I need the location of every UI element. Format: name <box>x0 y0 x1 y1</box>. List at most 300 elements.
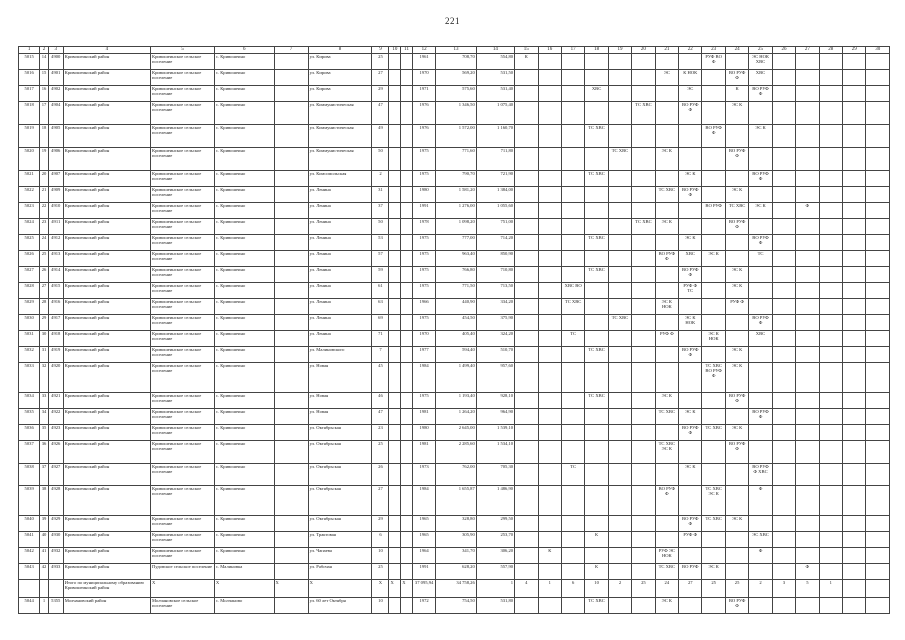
column-number-row <box>19 47 890 54</box>
table-cell: ул. Октябрьская <box>308 441 372 464</box>
table-cell <box>538 409 561 425</box>
table-cell: 1975 <box>412 235 435 251</box>
table-cell <box>274 70 308 86</box>
table-cell: 771,60 <box>436 148 476 171</box>
table-cell: ул. Ленина <box>308 299 372 315</box>
table-cell: ЭС К <box>749 125 772 148</box>
table-cell: 5032 <box>19 347 40 363</box>
table-cell: с. Кривошеино <box>214 171 274 187</box>
table-cell <box>866 148 890 171</box>
table-cell <box>866 598 890 614</box>
table-cell <box>274 251 308 267</box>
table-cell: 41 <box>40 548 49 564</box>
column-number: 18 <box>585 47 608 54</box>
table-cell <box>866 54 890 70</box>
table-cell <box>585 148 608 171</box>
table-cell: ЭС К <box>655 148 678 171</box>
table-cell: 766,80 <box>436 267 476 283</box>
table-cell <box>515 187 538 203</box>
table-cell <box>608 441 631 464</box>
table-cell <box>515 425 538 441</box>
table-cell: 4913 <box>48 251 63 267</box>
table-cell: 777,00 <box>436 235 476 251</box>
table-cell <box>561 235 584 251</box>
table-cell <box>772 86 795 102</box>
table-cell: 25 <box>725 580 748 598</box>
table-cell <box>655 464 678 486</box>
table-cell <box>561 86 584 102</box>
table-cell: 5039 <box>19 486 40 516</box>
table-cell: Итого по муниципальному образованию Кривошеинский район <box>63 580 150 598</box>
table-cell: 324,20 <box>476 331 514 347</box>
table-cell <box>866 532 890 548</box>
table-row <box>19 235 890 251</box>
table-cell: X <box>214 580 274 598</box>
table-cell: 10 <box>372 548 389 564</box>
table-cell: 5033 <box>19 363 40 393</box>
table-cell: ВО РУФ Ф <box>749 409 772 425</box>
table-row <box>19 148 890 171</box>
table-cell: ул. Комсомольская <box>308 171 372 187</box>
table-cell: 5035 <box>19 409 40 425</box>
table-cell: Кривошеинское сельское поселение <box>151 251 215 267</box>
table-cell <box>702 171 725 187</box>
table-cell <box>725 564 748 580</box>
table-cell <box>843 409 866 425</box>
table-cell <box>866 267 890 283</box>
table-cell <box>772 532 795 548</box>
table-cell: 42 <box>40 564 49 580</box>
column-number: 22 <box>679 47 702 54</box>
table-cell: ТС ХВС <box>632 102 655 125</box>
table-cell <box>538 267 561 283</box>
table-cell <box>796 331 819 347</box>
table-cell: 15 <box>40 70 49 86</box>
table-cell: ВО РУФ <box>702 203 725 219</box>
table-cell: 27 <box>40 283 49 299</box>
table-cell <box>389 125 401 148</box>
table-cell: ЭС ХВС <box>749 532 772 548</box>
table-cell <box>538 283 561 299</box>
table-cell: 36 <box>40 441 49 464</box>
table-cell: ВО РУФ Ф <box>725 219 748 235</box>
table-cell <box>561 409 584 425</box>
table-cell <box>796 54 819 70</box>
table-cell: ул. Ленина <box>308 315 372 331</box>
table-row <box>19 315 890 331</box>
table-cell: 4920 <box>48 363 63 393</box>
table-cell: 5044 <box>19 598 40 614</box>
table-cell: Кривошеинский район <box>63 125 150 148</box>
table-cell <box>749 267 772 283</box>
table-cell <box>725 251 748 267</box>
table-cell <box>585 283 608 299</box>
table-cell: 35 <box>40 425 49 441</box>
table-cell <box>389 235 401 251</box>
table-cell: 5038 <box>19 464 40 486</box>
table-cell <box>749 283 772 299</box>
table-cell <box>515 267 538 283</box>
page-number: 221 <box>445 16 460 26</box>
table-cell <box>843 363 866 393</box>
table-cell: ул. Октябрьская <box>308 486 372 516</box>
table-cell: 5355 <box>48 598 63 614</box>
table-cell <box>866 125 890 148</box>
table-cell <box>843 125 866 148</box>
table-cell <box>749 516 772 532</box>
table-cell: ТС ХВС <box>561 299 584 315</box>
table-cell: 964,90 <box>476 409 514 425</box>
table-cell <box>538 235 561 251</box>
table-cell: Кривошеинское сельское поселение <box>151 315 215 331</box>
table-cell <box>772 102 795 125</box>
table-cell: Кривошеинское сельское поселение <box>151 102 215 125</box>
table-cell <box>515 86 538 102</box>
table-cell: Кривошеинское сельское поселение <box>151 393 215 409</box>
table-cell: 37 <box>40 464 49 486</box>
table-cell <box>608 486 631 516</box>
table-cell: 1 581,20 <box>436 187 476 203</box>
table-cell <box>655 86 678 102</box>
table-cell <box>796 516 819 532</box>
table-cell <box>515 486 538 516</box>
table-cell <box>538 598 561 614</box>
table-cell <box>796 409 819 425</box>
table-cell: ул. 60 лет Октября <box>308 598 372 614</box>
table-cell <box>401 54 413 70</box>
table-cell <box>515 564 538 580</box>
table-cell <box>819 125 842 148</box>
table-cell <box>702 283 725 299</box>
table-cell <box>401 251 413 267</box>
table-cell <box>585 425 608 441</box>
table-cell <box>819 251 842 267</box>
table-cell: К НОК <box>679 70 702 86</box>
table-cell <box>655 347 678 363</box>
table-cell <box>389 331 401 347</box>
table-cell <box>561 219 584 235</box>
table-cell: Кривошеинский район <box>63 425 150 441</box>
table-cell: с. Кривошеино <box>214 86 274 102</box>
table-cell <box>274 283 308 299</box>
table-cell: 5041 <box>19 532 40 548</box>
table-cell <box>401 393 413 409</box>
table-cell <box>585 516 608 532</box>
table-cell <box>585 219 608 235</box>
table-cell <box>538 203 561 219</box>
table-cell <box>772 267 795 283</box>
table-cell <box>401 564 413 580</box>
table-cell: ТС ХВС <box>702 425 725 441</box>
table-cell <box>679 125 702 148</box>
table-row <box>19 441 890 464</box>
table-cell <box>632 331 655 347</box>
table-cell: 510,70 <box>476 347 514 363</box>
table-cell: 7 <box>372 347 389 363</box>
table-cell: X <box>389 580 401 598</box>
table-cell: ВО РУФ Ф <box>725 598 748 614</box>
table-row <box>19 251 890 267</box>
table-cell <box>749 187 772 203</box>
table-cell: Кривошеинский район <box>63 363 150 393</box>
table-cell <box>655 235 678 251</box>
table-cell <box>561 598 584 614</box>
table-cell: 711,80 <box>476 148 514 171</box>
table-cell <box>401 347 413 363</box>
table-cell <box>401 171 413 187</box>
building-register-table <box>18 46 890 614</box>
table-cell <box>608 548 631 564</box>
table-cell: 25 <box>372 564 389 580</box>
table-cell: с. Кривошеино <box>214 267 274 283</box>
table-cell: 714,20 <box>476 235 514 251</box>
table-cell <box>843 54 866 70</box>
table-cell <box>538 486 561 516</box>
table-cell <box>401 203 413 219</box>
table-cell <box>866 464 890 486</box>
column-number: 17 <box>561 47 584 54</box>
table-cell <box>585 441 608 464</box>
table-cell: ХВС <box>749 331 772 347</box>
table-cell <box>819 516 842 532</box>
table-cell <box>401 363 413 393</box>
table-cell: 28 <box>40 299 49 315</box>
table-cell: 1975 <box>412 393 435 409</box>
table-cell: 5017 <box>19 86 40 102</box>
table-cell: ЭС К <box>655 393 678 409</box>
table-cell <box>515 219 538 235</box>
table-cell: Кривошеинское сельское поселение <box>151 299 215 315</box>
table-cell: Кривошеинское сельское поселение <box>151 516 215 532</box>
table-cell: ул. Коммунистическая <box>308 102 372 125</box>
table-cell <box>515 235 538 251</box>
table-cell: 25 <box>372 441 389 464</box>
table-cell <box>389 425 401 441</box>
table-cell <box>19 580 40 598</box>
table-cell: РУФ Ф <box>725 299 748 315</box>
table-cell <box>796 70 819 86</box>
table-cell <box>772 548 795 564</box>
column-number: 9 <box>372 47 389 54</box>
table-cell <box>608 331 631 347</box>
table-cell: Молчановское сельское поселение <box>151 598 215 614</box>
table-cell <box>632 409 655 425</box>
table-cell <box>796 148 819 171</box>
table-cell <box>749 347 772 363</box>
table-cell: ВО РУФ Ф <box>725 148 748 171</box>
table-cell <box>749 363 772 393</box>
table-cell: Ф <box>796 564 819 580</box>
column-number: 3 <box>48 47 63 54</box>
table-cell <box>772 393 795 409</box>
table-cell <box>796 486 819 516</box>
table-cell <box>772 148 795 171</box>
table-cell <box>866 187 890 203</box>
table-cell <box>608 598 631 614</box>
table-cell <box>819 425 842 441</box>
table-cell <box>274 125 308 148</box>
table-cell: ВО РУФ Ф <box>679 102 702 125</box>
table-cell <box>401 598 413 614</box>
table-cell: с. Кривошеино <box>214 393 274 409</box>
table-cell: 5016 <box>19 70 40 86</box>
table-cell <box>725 315 748 331</box>
table-cell <box>608 235 631 251</box>
table-cell: ул. Новая <box>308 363 372 393</box>
table-cell: 14 <box>40 54 49 70</box>
table-cell: 47 <box>372 102 389 125</box>
table-cell <box>796 219 819 235</box>
table-cell: ЭС К <box>679 235 702 251</box>
table-cell <box>843 548 866 564</box>
table-cell <box>632 564 655 580</box>
table-cell <box>389 171 401 187</box>
table-cell: К <box>515 54 538 70</box>
table-cell <box>796 464 819 486</box>
table-cell <box>796 532 819 548</box>
table-cell: 1 655,87 <box>436 486 476 516</box>
table-cell <box>843 580 866 598</box>
table-cell: Кривошеинское сельское поселение <box>151 363 215 393</box>
table-cell: 5020 <box>19 148 40 171</box>
table-cell <box>515 70 538 86</box>
table-cell: ЭС НОК ХВС <box>749 54 772 70</box>
table-cell <box>679 148 702 171</box>
table-cell: 1980 <box>412 187 435 203</box>
table-cell: с. Кривошеино <box>214 532 274 548</box>
table-cell: 554,80 <box>476 54 514 70</box>
table-cell: 4912 <box>48 235 63 251</box>
table-cell <box>389 315 401 331</box>
table-cell <box>401 125 413 148</box>
table-cell <box>725 532 748 548</box>
table-cell: ВО РУФ Ф <box>749 315 772 331</box>
table-row <box>19 580 890 598</box>
table-cell <box>538 251 561 267</box>
table-cell: Кривошеинский район <box>63 86 150 102</box>
table-cell: ул. Октябрьская <box>308 464 372 486</box>
table-cell: 4906 <box>48 148 63 171</box>
table-cell <box>274 267 308 283</box>
table-cell: ТС ХВС ЭС К <box>655 441 678 464</box>
table-cell <box>843 393 866 409</box>
table-cell: X <box>308 580 372 598</box>
table-cell: Кривошеинское сельское поселение <box>151 235 215 251</box>
column-number: 4 <box>63 47 150 54</box>
table-cell: 1 534,10 <box>476 441 514 464</box>
table-cell: 1 075,40 <box>476 102 514 125</box>
table-cell: 594,40 <box>436 347 476 363</box>
table-cell <box>866 219 890 235</box>
table-cell <box>515 347 538 363</box>
table-cell: 1961 <box>412 54 435 70</box>
table-row <box>19 548 890 564</box>
table-cell: ТС ХВС <box>585 267 608 283</box>
table-row <box>19 171 890 187</box>
table-cell <box>538 315 561 331</box>
table-cell: X <box>274 580 308 598</box>
table-cell <box>389 203 401 219</box>
table-cell <box>772 299 795 315</box>
table-cell: ул. Ленина <box>308 235 372 251</box>
table-cell <box>389 393 401 409</box>
table-cell <box>702 219 725 235</box>
table-cell <box>561 267 584 283</box>
table-row <box>19 203 890 219</box>
table-cell: 20 <box>40 171 49 187</box>
table-cell: 713,50 <box>476 283 514 299</box>
table-cell <box>561 548 584 564</box>
table-cell <box>843 532 866 548</box>
table-cell <box>702 102 725 125</box>
table-cell <box>274 409 308 425</box>
table-cell <box>538 187 561 203</box>
table-cell <box>585 187 608 203</box>
table-cell <box>585 70 608 86</box>
table-cell <box>702 299 725 315</box>
table-cell: 531,80 <box>476 598 514 614</box>
table-cell <box>538 532 561 548</box>
table-cell: 5022 <box>19 187 40 203</box>
table-cell <box>274 331 308 347</box>
table-cell <box>608 102 631 125</box>
column-number: 23 <box>702 47 725 54</box>
table-cell <box>796 102 819 125</box>
table-cell: 59 <box>372 267 389 283</box>
table-cell: с. Кривошеино <box>214 125 274 148</box>
table-cell: РУФ Ф ТС <box>679 283 702 299</box>
table-cell <box>843 187 866 203</box>
table-cell <box>796 283 819 299</box>
table-cell <box>401 425 413 441</box>
table-cell: 34 758,26 <box>436 580 476 598</box>
table-cell: Кривошеинское сельское поселение <box>151 70 215 86</box>
table-cell <box>796 441 819 464</box>
table-cell <box>538 516 561 532</box>
table-cell <box>389 299 401 315</box>
table-cell: Кривошеинское сельское поселение <box>151 532 215 548</box>
table-cell: ХВС <box>585 86 608 102</box>
table-cell: Кривошеинское сельское поселение <box>151 203 215 219</box>
table-cell: с. Кривошеино <box>214 464 274 486</box>
table-cell <box>401 102 413 125</box>
table-cell: Кривошеинский район <box>63 532 150 548</box>
table-row <box>19 532 890 548</box>
table-cell <box>796 548 819 564</box>
table-cell: с. Кривошеино <box>214 102 274 125</box>
table-cell <box>819 315 842 331</box>
table-cell: ул. Новая <box>308 409 372 425</box>
table-cell: 5030 <box>19 315 40 331</box>
table-cell <box>843 283 866 299</box>
table-cell <box>585 315 608 331</box>
table-cell: 1975 <box>412 171 435 187</box>
table-cell <box>274 148 308 171</box>
table-cell <box>608 516 631 532</box>
table-cell <box>608 347 631 363</box>
table-cell <box>274 532 308 548</box>
table-cell: ЭС К <box>702 251 725 267</box>
table-cell <box>48 580 63 598</box>
table-cell: 4930 <box>48 532 63 548</box>
table-cell <box>796 425 819 441</box>
table-cell <box>608 409 631 425</box>
table-cell: с. Малиновка <box>214 564 274 580</box>
table-cell: ул. Октябрьская <box>308 425 372 441</box>
table-cell: ТС ХВС <box>632 219 655 235</box>
table-cell: Кривошеинский район <box>63 331 150 347</box>
table-cell: ЭС К <box>679 171 702 187</box>
